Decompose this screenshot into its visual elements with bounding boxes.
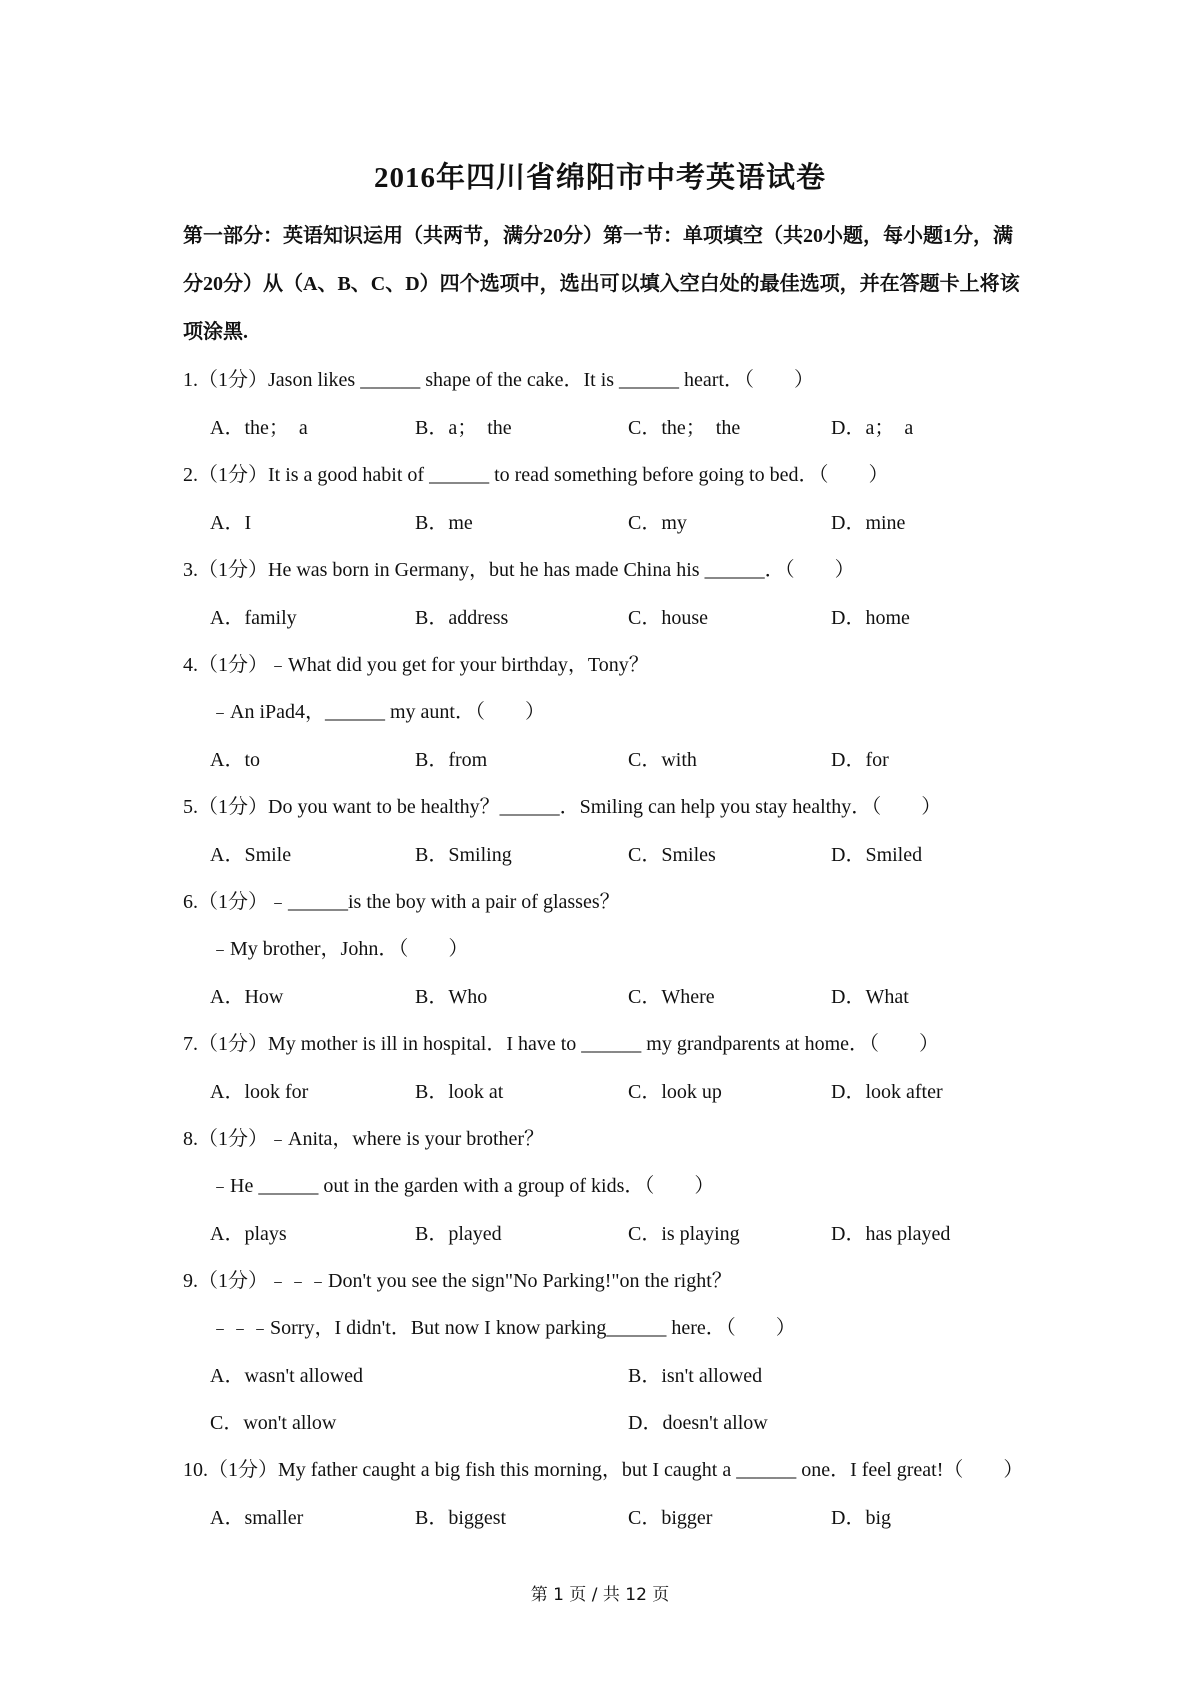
question-1-stem: 1.（1分）Jason likes ______ shape of the cake．It is ______ heart．（ ） [183,369,815,391]
option-b: B．from [415,749,488,771]
page-title: 2016年四川省绵阳市中考英语试卷 [373,162,826,194]
option-c: C．won't allow [210,1412,337,1434]
page-number-footer: 第 1 页 / 共 12 页 [530,1585,670,1605]
option-c: C．look up [628,1081,722,1103]
option-b: B．address [415,607,509,629]
question-7-stem: 7.（1分）My mother is ill in hospital．I have to ______ my grandparents at home．（ ） [183,1033,940,1055]
question-5-options [210,838,1030,868]
option-d: D．look after [831,1081,943,1103]
question-3-stem: 3.（1分）He was born in Germany，but he has made China his ______．（ ） [183,559,855,581]
option-c: C．the； the [628,417,741,439]
question-5-stem: 5.（1分）Do you want to be healthy？______．Smiling can help you stay healthy．（ ） [183,796,942,818]
question-6-options [210,980,1030,1010]
option-d: D．has played [831,1223,951,1245]
option-a: A．to [210,749,260,771]
option-d: D．for [831,749,889,771]
option-b: B．me [415,512,473,534]
option-d: D．Smiled [831,844,923,866]
question-1-options [210,411,1030,441]
option-d: D．What [831,986,909,1008]
question-9-stem: 9.（1分）﹣﹣﹣Don't you see the sign"No Parking!"on the right？ [183,1270,732,1292]
question-4-options [210,743,1030,773]
option-a: A．family [210,607,297,629]
option-a: A．smaller [210,1507,304,1529]
option-c: C．with [628,749,697,771]
question-7-options [210,1075,1030,1105]
question-8-options [210,1217,1030,1247]
question-10-stem: 10.（1分）My father caught a big fish this morning，but I caught a ______ one．I feel great!（ ） [183,1459,1024,1481]
option-a: A．I [210,512,252,534]
option-b: B．a； the [415,417,512,439]
option-b: B．biggest [415,1507,507,1529]
question-9-dialogue: ﹣﹣﹣Sorry，I didn't．But now I know parking______ here．（ ） [210,1317,796,1339]
option-d: D．a； a [831,417,914,439]
option-b: B．Smiling [415,844,512,866]
question-4-dialogue: ﹣An iPad4，______ my aunt．（ ） [210,701,545,723]
question-4-stem: 4.（1分）﹣What did you get for your birthday，Tony？ [183,654,649,676]
option-b: B．played [415,1223,502,1245]
option-b: B．Who [415,986,488,1008]
option-c: C．is playing [628,1223,740,1245]
section-instructions: 第一部分：英语知识运用（共两节，满分20分）第一节：单项填空（共20小题，每小题1分，满分20分）从（A、B、C、D）四个选项中，选出可以填入空白处的最佳选项，并在答题卡上将该项涂黑. [183,225,1020,343]
option-d: D．mine [831,512,906,534]
option-d: D．big [831,1507,891,1529]
question-3-options [210,601,1030,631]
option-b: B．isn't allowed [628,1365,763,1387]
option-a: A．look for [210,1081,309,1103]
option-a: A．Smile [210,844,292,866]
option-d: D．home [831,607,910,629]
question-6-dialogue: ﹣My brother，John．（ ） [210,938,469,960]
option-a: A．plays [210,1223,287,1245]
option-a: A．How [210,986,284,1008]
question-10-options [210,1501,1030,1531]
question-2-options [210,506,1030,536]
question-8-dialogue: ﹣He ______ out in the garden with a group of kids．（ ） [210,1175,715,1197]
option-b: B．look at [415,1081,504,1103]
question-8-stem: 8.（1分）﹣Anita，where is your brother？ [183,1128,545,1150]
question-9-options-row-1 [210,1359,1030,1389]
option-a: A．the； a [210,417,308,439]
option-c: C．house [628,607,708,629]
question-2-stem: 2.（1分）It is a good habit of ______ to read something before going to bed．（ ） [183,464,889,486]
option-c: C．Smiles [628,844,716,866]
option-c: C．bigger [628,1507,713,1529]
option-d: D．doesn't allow [628,1412,768,1434]
question-9-options-row-2 [210,1406,1030,1436]
option-c: C．Where [628,986,715,1008]
option-c: C．my [628,512,687,534]
option-a: A．wasn't allowed [210,1365,364,1387]
question-6-stem: 6.（1分）﹣______is the boy with a pair of glasses？ [183,891,620,913]
